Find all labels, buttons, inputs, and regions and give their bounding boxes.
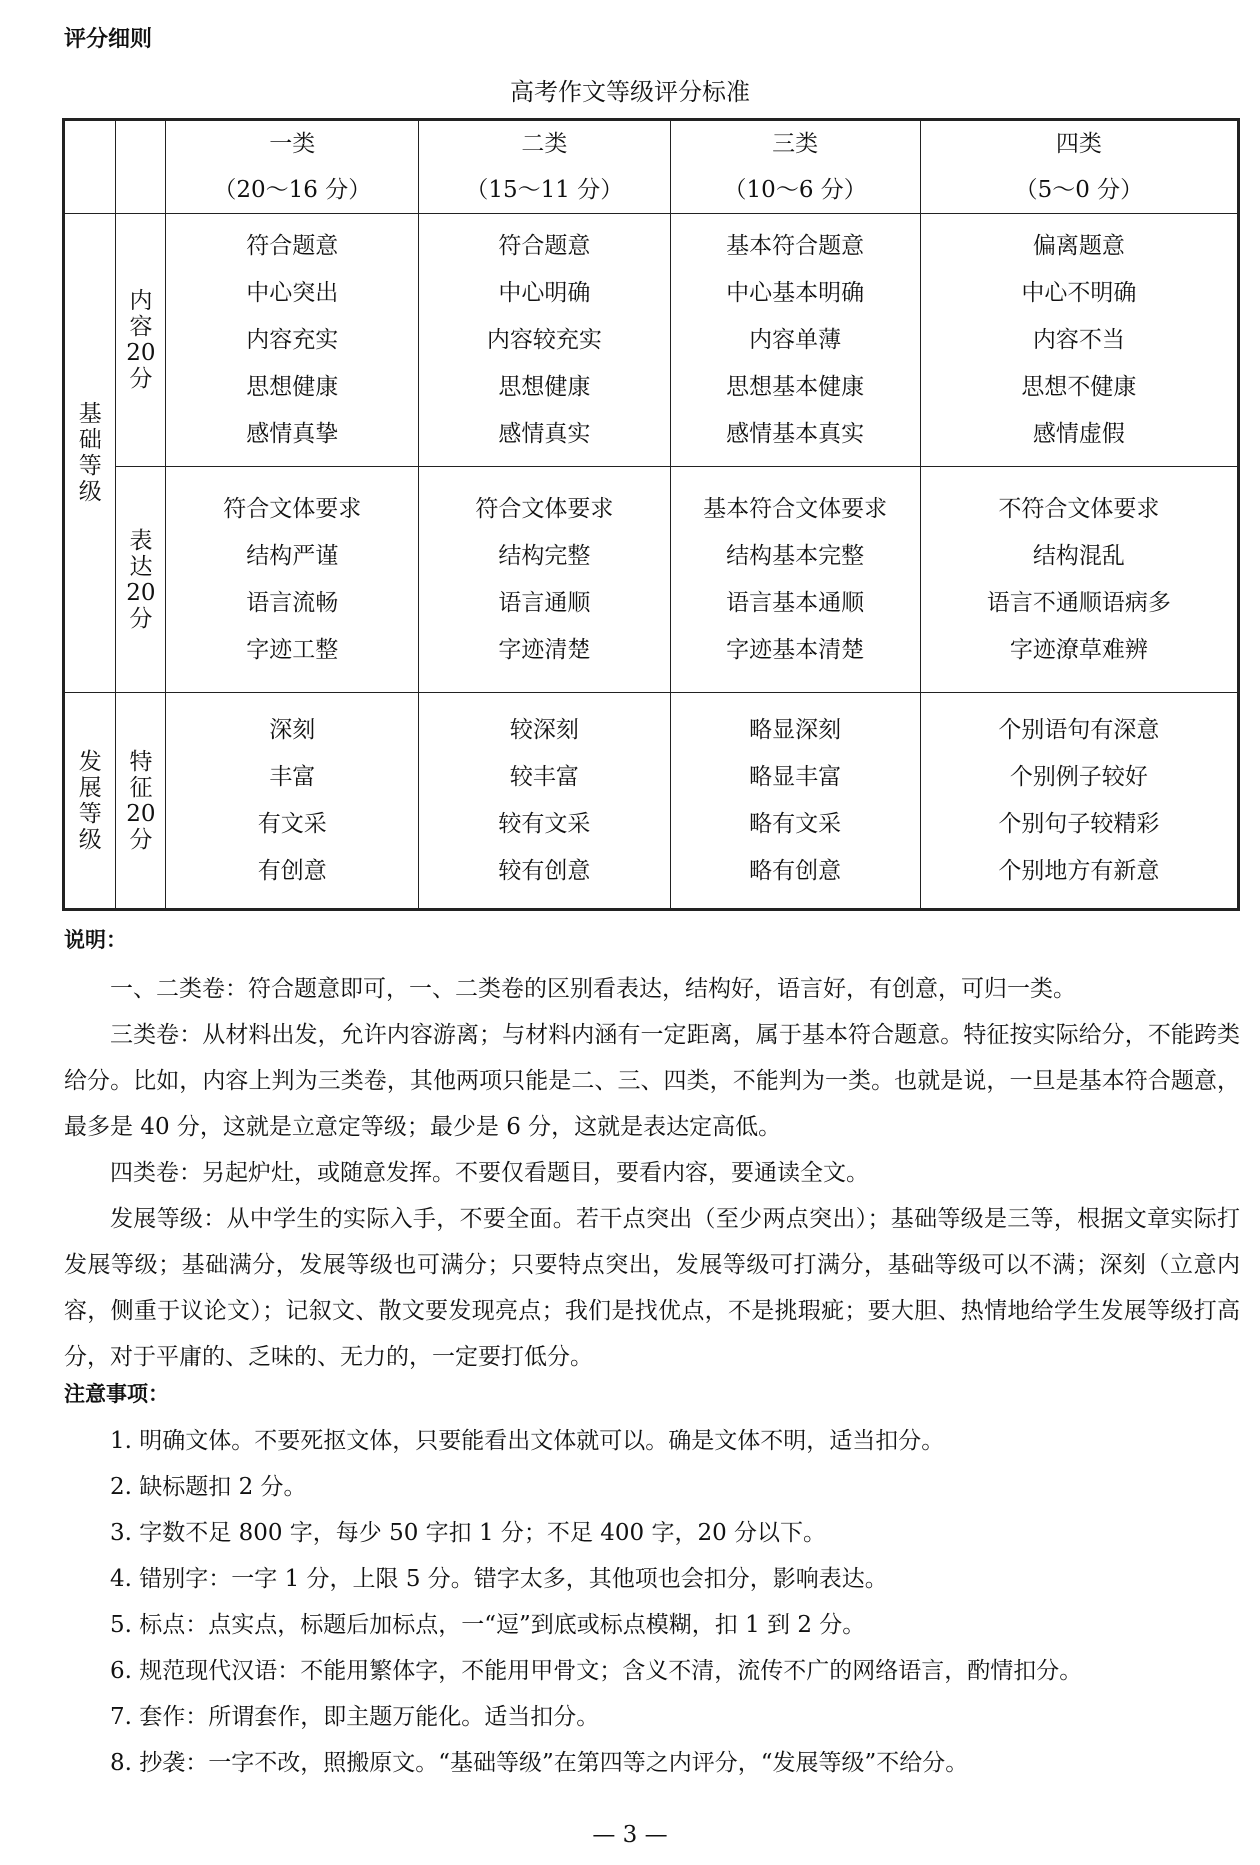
column-name: 四类	[1055, 131, 1102, 157]
column-header-class-1	[166, 120, 419, 214]
table-cell: 不符合文体要求 结构混乱 语言不通顺语病多 字迹潦草难辨	[920, 467, 1238, 693]
table-header-row	[64, 120, 1239, 214]
table-row-content	[64, 214, 1239, 467]
list-item: 8. 抄袭：一字不改，照搬原文。“基础等级”在第四等之内评分，“发展等级”不给分。	[110, 1750, 969, 1776]
column-name: 三类	[772, 131, 819, 157]
table-row-features	[64, 693, 1239, 910]
list-item: 7. 套作：所谓套作，即主题万能化。适当扣分。	[110, 1704, 600, 1730]
table-cell: 略显深刻 略显丰富 略有文采 略有创意	[670, 693, 920, 910]
grading-table	[62, 118, 1240, 911]
table-cell: 深刻 丰富 有文采 有创意	[166, 693, 419, 910]
column-header-class-4	[920, 120, 1238, 214]
column-header-class-3	[670, 120, 920, 214]
column-name: 二类	[521, 131, 568, 157]
row-label-expression: 表 达 20 分	[116, 467, 166, 693]
table-row-expression	[64, 467, 1239, 693]
explanation-paragraph: 四类卷：另起炉灶，或随意发挥。不要仅看题目，要看内容，要通读全文。	[110, 1160, 869, 1186]
list-item: 1. 明确文体。不要死抠文体，只要能看出文体就可以。确是文体不明，适当扣分。	[110, 1428, 945, 1454]
table-cell: 符合题意 中心突出 内容充实 思想健康 感情真挚	[166, 214, 419, 467]
notes-list	[110, 1418, 1230, 1786]
header-empty-cell	[116, 120, 166, 214]
explanation-paragraph: 三类卷：从材料出发，允许内容游离；与材料内涵有一定距离，属于基本符合题意。特征按实际给分，不能跨类给分。比如，内容上判为三类卷，其他两项只能是二、三、四类，不能判为一类。也就是说，一旦是基本符合题意，最多是 40 分，这就是立意定等级；最少是 6 分，这就是表达定高低。	[64, 1022, 1240, 1140]
table-cell: 较深刻 较丰富 较有文采 较有创意	[419, 693, 670, 910]
row-label-content: 内 容 20 分	[116, 214, 166, 467]
header-empty-cell	[64, 120, 116, 214]
table-cell: 个别语句有深意 个别例子较好 个别句子较精彩 个别地方有新意	[920, 693, 1238, 910]
explanation-paragraph: 一、二类卷：符合题意即可，一、二类卷的区别看表达，结构好，语言好，有创意，可归一类。	[110, 976, 1076, 1002]
group-label-development: 发 展 等 级	[64, 693, 116, 910]
list-item: 6. 规范现代汉语：不能用繁体字，不能用甲骨文；含义不清，流传不广的网络语言，酌情扣分。	[110, 1658, 1083, 1684]
list-item: 3. 字数不足 800 字，每少 50 字扣 1 分；不足 400 字，20 分以下。	[110, 1520, 827, 1546]
table-cell: 符合题意 中心明确 内容较充实 思想健康 感情真实	[419, 214, 670, 467]
table-cell: 基本符合文体要求 结构基本完整 语言基本通顺 字迹基本清楚	[670, 467, 920, 693]
section-heading: 评分细则	[64, 27, 153, 52]
column-range: （20～16 分）	[213, 177, 372, 203]
column-range: （5～0 分）	[1014, 177, 1144, 203]
column-range: （10～6 分）	[723, 177, 867, 203]
list-item: 2. 缺标题扣 2 分。	[110, 1474, 307, 1500]
row-label-features: 特 征 20 分	[116, 693, 166, 910]
table-cell: 基本符合题意 中心基本明确 内容单薄 思想基本健康 感情基本真实	[670, 214, 920, 467]
explanation-heading: 说明：	[64, 928, 127, 952]
page-number: — 3 —	[592, 1822, 668, 1848]
document-title: 高考作文等级评分标准	[510, 78, 750, 106]
explanation-paragraph: 发展等级：从中学生的实际入手，不要全面。若干点突出（至少两点突出）；基础等级是三等，根据文章实际打发展等级；基础满分，发展等级也可满分；只要特点突出，发展等级可打满分，基础等级可以不满；深刻（立意内容，侧重于议论文）；记叙文、散文要发现亮点；我们是找优点，不是挑瑕疵；要大胆、热情地给学生发展等级打高分，对于平庸的、乏味的、无力的，一定要打低分。	[64, 1206, 1240, 1370]
table-cell: 符合文体要求 结构完整 语言通顺 字迹清楚	[419, 467, 670, 693]
list-item: 5. 标点：点实点，标题后加标点，一“逗”到底或标点模糊，扣 1 到 2 分。	[110, 1612, 866, 1638]
group-label-basic: 基 础 等 级	[64, 214, 116, 693]
table-cell: 符合文体要求 结构严谨 语言流畅 字迹工整	[166, 467, 419, 693]
notes-heading: 注意事项：	[64, 1382, 169, 1406]
list-item: 4. 错别字：一字 1 分，上限 5 分。错字太多，其他项也会扣分，影响表达。	[110, 1566, 888, 1592]
table-cell: 偏离题意 中心不明确 内容不当 思想不健康 感情虚假	[920, 214, 1238, 467]
column-header-class-2	[419, 120, 670, 214]
column-range: （15～11 分）	[465, 177, 624, 203]
column-name: 一类	[269, 131, 316, 157]
